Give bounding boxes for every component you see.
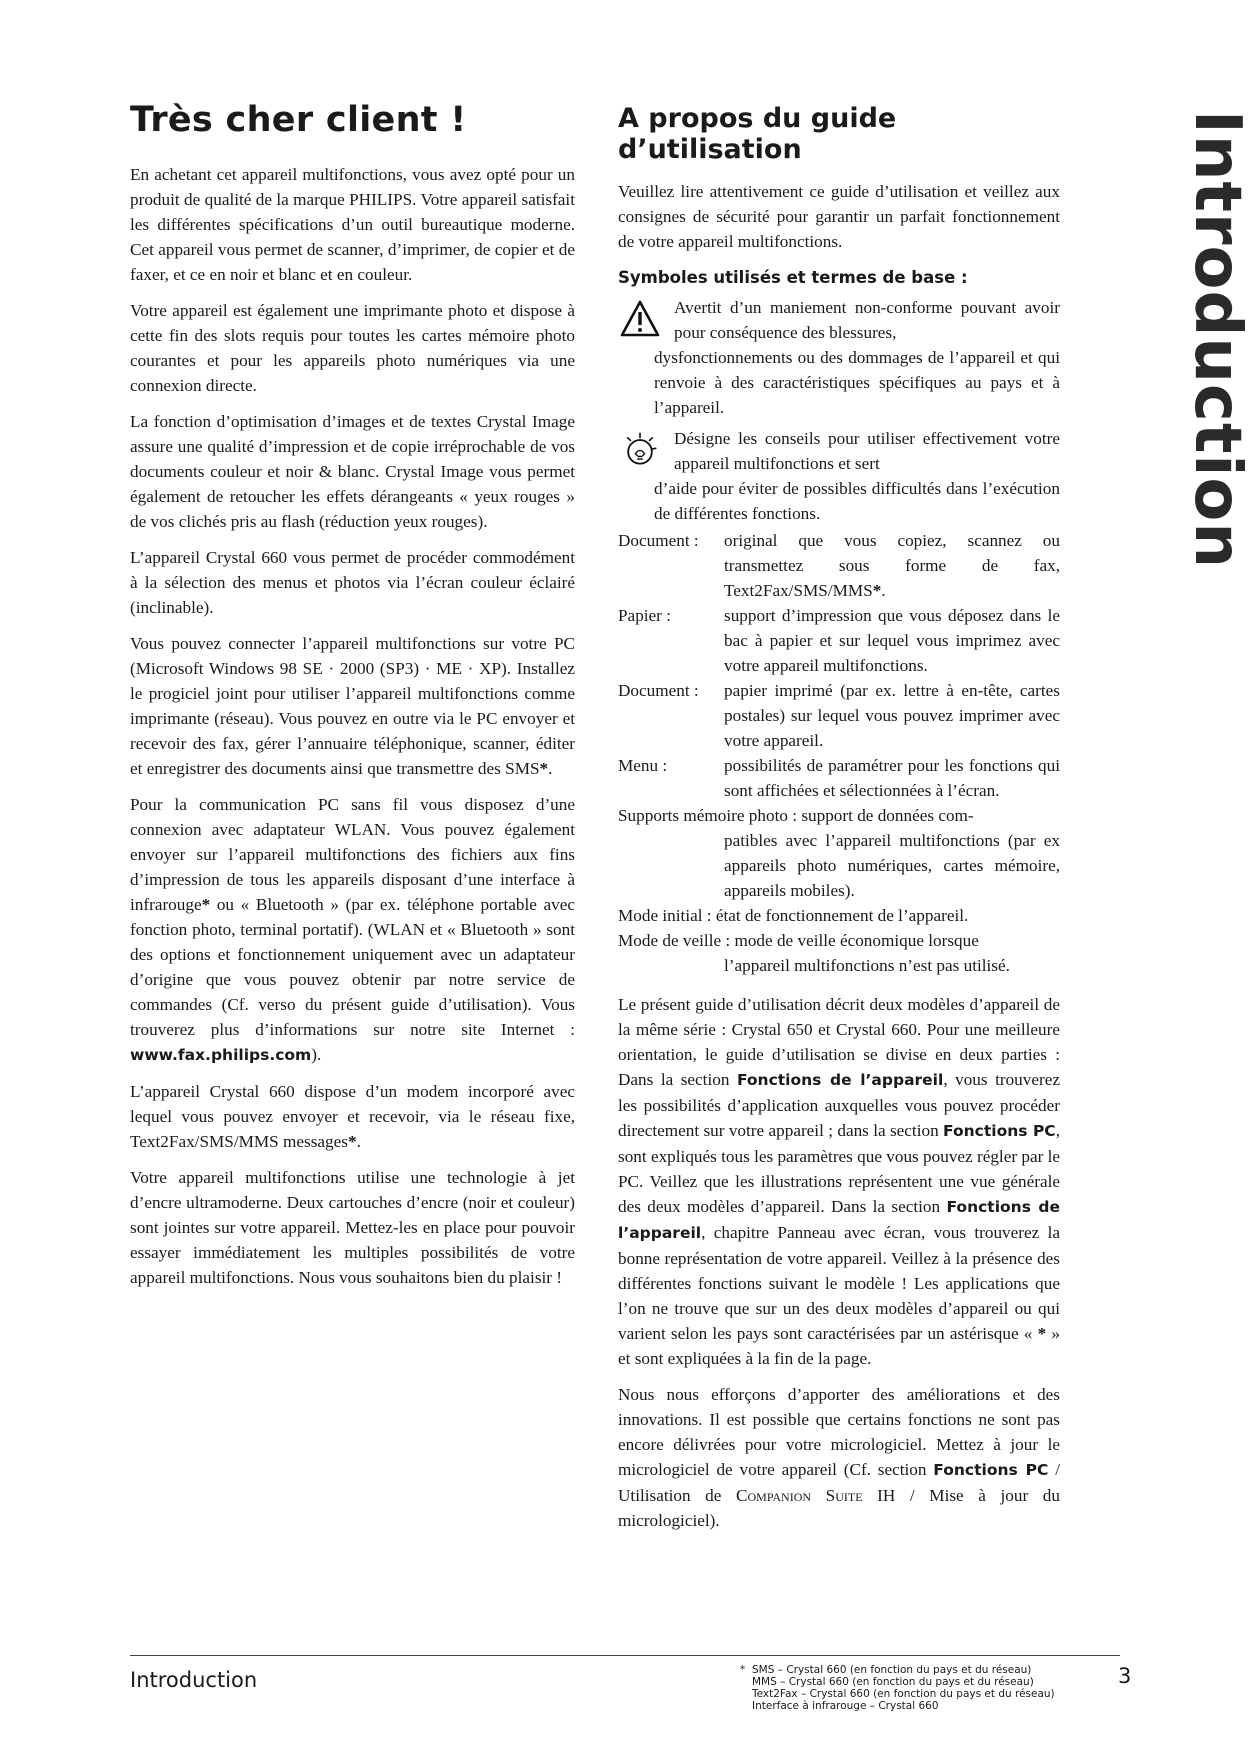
asterisk: *	[347, 1132, 357, 1151]
paragraph-text: Vous pouvez connecter l’appareil multifonctions sur votre PC (Microsoft Windows 98 SE · 2000 (SP3) · ME · XP). Installez le progiciel joint pour utiliser l’appareil multifonctions comme imprimante (réseau). Vous pouvez en outre via le PC envoyer et recevoir des fax, gérer l’annuaire téléphonique, scanner, éditer et enregistrer des documents ainsi que transmettre des SMS	[130, 634, 575, 778]
definition-term: Supports mémoire photo :	[618, 806, 798, 825]
paragraph	[130, 792, 575, 1068]
tip-note	[618, 426, 1060, 526]
paragraph-text: » et sont expliquées à la fin de la page.	[618, 1324, 1060, 1368]
footnotes	[740, 1664, 1055, 1712]
paragraph	[618, 992, 1060, 1371]
definition-item	[618, 928, 1060, 978]
definition-item	[618, 603, 1060, 678]
definition-item	[618, 678, 1060, 753]
website-link[interactable]: www.fax.philips.com	[130, 1046, 312, 1064]
asterisk: *	[740, 1664, 746, 1676]
definition-text: possibilités de paramétrer pour les fonctions qui sont affichées et sélectionnées à l’écran.	[724, 756, 1060, 800]
paragraph-text: .	[548, 759, 553, 778]
definition-item	[618, 803, 1060, 903]
paragraph	[618, 1382, 1060, 1533]
warning-text: dysfonctionnements ou des dommages de l’appareil et qui renvoie à des caractéristiques spécifiques au pays et à l’appareil.	[654, 348, 1060, 417]
paragraph-text: Le présent guide d’utilisation décrit deux modèles d’appareil de la même série : Crystal 650 et Crystal 660. Pour une meilleure orientation, le guide d’utilisation se divise en deux parties : Dans la section	[618, 995, 1060, 1089]
section-title: A propos du guide d’utilisation	[618, 103, 897, 165]
paragraph-text: Pour la communication PC sans fil vous disposez d’une connexion avec adaptateur WLAN. Vous pouvez également envoyer sur l’appareil multifonctions des fichiers aux fins d’impression de tous les appareils disposant d’une interface à infrarouge	[130, 795, 575, 914]
footer-chapter-label: Introduction	[130, 1668, 258, 1692]
paragraph: La fonction d’optimisation d’images et de textes Crystal Image assure une qualité d’impression et de copie irréprochable de vos documents couleur et noir & blanc. Crystal Image vous permet également de retoucher les effets dérangeants « yeux rouges » de vos clichés pris au flash (réduction yeux rouges).	[130, 412, 575, 531]
definition-text-part: original que vous copiez, scannez ou transmettez sous forme de fax, Text2Fax/SMS/MMS	[724, 531, 1060, 600]
paragraph-text: .	[356, 1132, 361, 1151]
right-column	[618, 100, 1060, 1544]
asterisk: *	[1037, 1324, 1047, 1343]
asterisk: *	[872, 581, 882, 600]
paragraph: Votre appareil multifonctions utilise une technologie à jet d’encre ultramoderne. Deux cartouches d’encre (noir et couleur) sont jointes sur votre appareil. Mettez-les en place pour pouvoir essayer immédiatement les multiples possibilités de votre appareil multifonctions. Nous vous souhaitons bien du plaisir !	[130, 1168, 575, 1287]
paragraph	[130, 631, 575, 781]
paragraph	[130, 1079, 575, 1154]
definition-text: support d’impression que vous déposez dans le bac à papier et sur lequel vous imprimez avec votre appareil multifonctions.	[724, 606, 1060, 675]
asterisk: *	[201, 895, 211, 914]
paragraph: Veuillez lire attentivement ce guide d’utilisation et veillez aux consignes de sécurité pour garantir un parfait fonctionnement de votre appareil multifonctions.	[618, 182, 1060, 251]
footnote-line: Text2Fax – Crystal 660 (en fonction du pays et du réseau)	[752, 1688, 1055, 1700]
asterisk: *	[539, 759, 549, 778]
page-number: 3	[1118, 1664, 1132, 1688]
definition-term: Menu :	[618, 756, 668, 775]
footer-divider	[130, 1655, 1120, 1656]
definition-item	[618, 528, 1060, 603]
paragraph-text: , sont expliqués tous les paramètres que vous pouvez régler par le PC. Veillez que les illustrations représentent une vue générale des deux modèles d’appareil. Dans la section	[618, 1121, 1060, 1216]
definition-term: Papier :	[618, 606, 671, 625]
paragraph-text: , chapitre Panneau avec écran, vous trouverez la bonne représentation de votre appareil. Veillez à la présence des différentes fonctions suivant le modèle ! Les applications que l’on ne trouve que sur un des deux modèles d’appareil ou qui varient selon les pays sont caractérisées par un astérisque «	[618, 1223, 1060, 1343]
warning-note	[618, 295, 1060, 420]
section-reference: Fonctions de l’appareil	[618, 1198, 1060, 1242]
definition-first-line	[618, 928, 1060, 953]
symbols-heading: Symboles utilisés et termes de base :	[618, 268, 968, 287]
definition-text	[724, 528, 1060, 603]
definition-text: papier imprimé (par ex. lettre à en-tête, cartes postales) sur lequel vous pouvez imprimer avec votre appareil.	[724, 681, 1060, 750]
definition-term: Document :	[618, 681, 699, 700]
paragraph-text: , vous trouverez les possibilités d’application auxquelles vous pouvez procéder directement sur votre appareil ; dans la section	[618, 1070, 1060, 1140]
definition-text-part: .	[881, 581, 886, 600]
paragraph: En achetant cet appareil multifonctions, vous avez opté pour un produit de qualité de la marque PHILIPS. Votre appareil satisfait les différentes spécifications d’un outil bureautique moderne. Cet appareil vous permet de scanner, d’imprimer, de copier et de faxer, et ce en noir et blanc et en couleur.	[130, 165, 575, 284]
definition-item	[618, 753, 1060, 803]
footnote-line: SMS – Crystal 660 (en fonction du pays et du réseau)	[752, 1664, 1032, 1676]
paragraph: Votre appareil est également une imprimante photo et dispose à cette fin des slots requis pour toutes les cartes mémoire photo courantes et pour les appareils photo numériques via une connexion directe.	[130, 301, 575, 395]
paragraph-text: ).	[311, 1045, 322, 1064]
definition-first-line	[618, 803, 1060, 828]
tip-text: d’aide pour éviter de possibles difficultés dans l’exécution de différentes fonctions.	[654, 479, 1060, 523]
warning-text: Avertit d’un maniement non-conforme pouvant avoir pour conséquence des blessures,	[674, 298, 1060, 342]
definitions-list	[618, 528, 1060, 978]
definition-text: patibles avec l’appareil multifonctions (par ex appareils photo numériques, cartes mémoire, appareils mobiles).	[724, 831, 1060, 900]
footnote-line: Interface à infrarouge – Crystal 660	[752, 1700, 939, 1712]
definition-text: mode de veille économique lorsque	[734, 931, 979, 950]
paragraph: L’appareil Crystal 660 vous permet de procéder commodément à la sélection des menus et photos via l’écran couleur éclairé (inclinable).	[130, 548, 575, 617]
left-column	[130, 100, 575, 1301]
product-name: Companion Suite	[736, 1486, 863, 1505]
paragraph-text: L’appareil Crystal 660 dispose d’un modem incorporé avec lequel vous pouvez envoyer et recevoir, via le réseau fixe, Text2Fax/SMS/MMS messages	[130, 1082, 575, 1151]
section-reference: Fonctions PC	[943, 1122, 1056, 1140]
page-title: Très cher client !	[130, 100, 467, 140]
section-reference: Fonctions de l’appareil	[736, 1071, 944, 1089]
lightbulb-tip-icon	[620, 428, 660, 472]
tip-text: Désigne les conseils pour utiliser effectivement votre appareil multifonctions et sert	[674, 429, 1060, 473]
definition-term: Document :	[618, 531, 699, 550]
paragraph-text: IH / Mise à jour du micrologiciel).	[618, 1486, 1060, 1530]
section-reference: Fonctions PC	[933, 1461, 1049, 1479]
paragraph-text: / Utilisation de	[618, 1460, 1060, 1505]
definition-term: Mode de veille :	[618, 931, 731, 950]
paragraph-text: Nous nous efforçons d’apporter des améliorations et des innovations. Il est possible que certains fonctions ne sont pas encore délivrées pour votre micrologiciel. Mettez à jour le micrologiciel de votre appareil (Cf. section	[618, 1385, 1060, 1479]
footnote-line: MMS – Crystal 660 (en fonction du pays et du réseau)	[752, 1676, 1034, 1688]
sidebar-chapter-title: Introduction	[1180, 110, 1254, 569]
warning-triangle-icon	[620, 297, 660, 341]
definition-text: l’appareil multifonctions n’est pas utilisé.	[724, 956, 1010, 975]
definition-text: support de données com-	[801, 806, 974, 825]
paragraph-text: ou « Bluetooth » (par ex. téléphone portable avec fonction photo, terminal portatif). (WLAN et « Bluetooth » sont des options et fonctionnement uniquement avec un adaptateur d’origine que vous pouvez obtenir par notre service de commandes (Cf. verso du présent guide d’utilisation). Vous trouverez plus d’informations sur notre site Internet :	[130, 895, 575, 1039]
definition-item: Mode initial : état de fonctionnement de l’appareil.	[618, 906, 969, 925]
